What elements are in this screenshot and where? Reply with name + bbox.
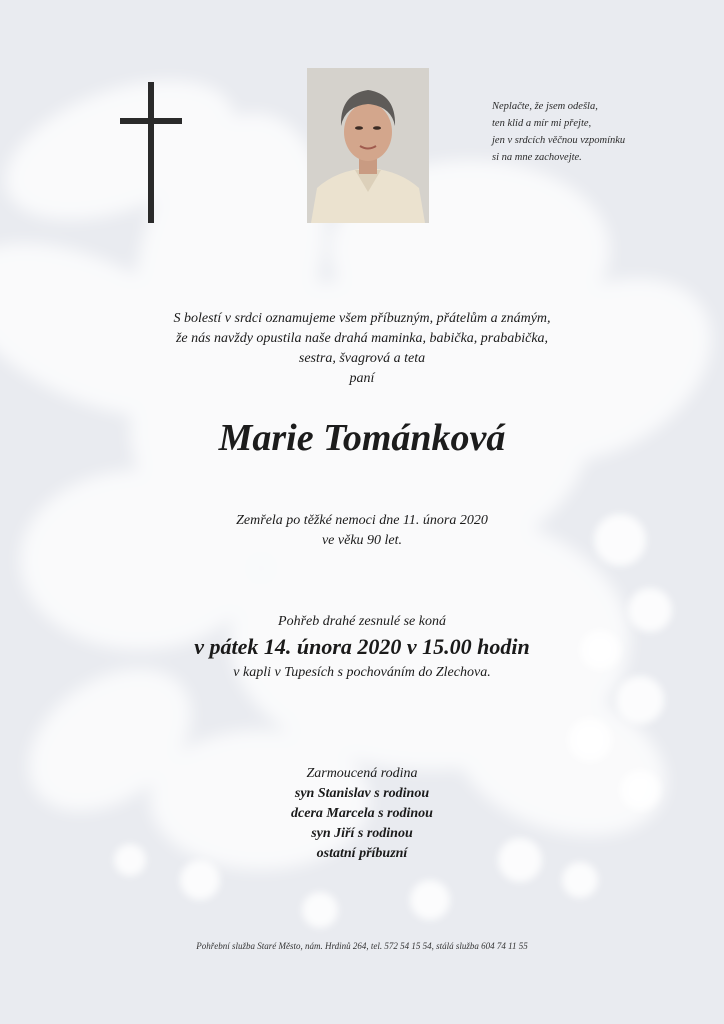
funeral-intro: Pohřeb drahé zesnulé se koná xyxy=(278,614,446,629)
poem-line: si na mne zachovejte. xyxy=(492,152,582,163)
family-member: syn Stanislav s rodinou xyxy=(294,786,430,801)
death-info xyxy=(0,511,724,551)
portrait-photo xyxy=(307,68,429,223)
family-member: ostatní příbuzní xyxy=(316,846,408,861)
funeral-place: v kapli v Tupesích s pochováním do Zlechova. xyxy=(233,665,491,680)
intro-line: sestra, švagrová a teta xyxy=(298,351,426,366)
intro-line: paní xyxy=(349,371,375,386)
cross-icon xyxy=(118,80,184,225)
poem-line: jen v srdcích věčnou vzpomínku xyxy=(492,135,626,146)
family-member: syn Jiří s rodinou xyxy=(311,826,413,841)
announcement-intro xyxy=(0,309,724,389)
family-heading: Zarmoucená rodina xyxy=(306,766,418,781)
funeral-service-footer: Pohřební služba Staré Město, nám. Hrdinů 264, tel. 572 54 15 54, stálá služba 604 74 11 55 xyxy=(196,941,528,951)
intro-line: že nás navždy opustila naše drahá maminka, babička, prababička, xyxy=(175,331,549,346)
poem-line: ten klid a mír mi přejte, xyxy=(492,118,592,129)
family-member: dcera Marcela s rodinou xyxy=(291,806,433,821)
death-line: ve věku 90 let. xyxy=(321,533,403,548)
intro-line: S bolestí v srdci oznamujeme všem příbuzným, přátelům a známým, xyxy=(173,311,551,326)
deceased-name: Marie Tománková xyxy=(218,417,506,459)
memorial-poem xyxy=(492,98,682,166)
death-line: Zemřela po těžké nemoci dne 11. února 2020 xyxy=(236,513,488,528)
poem-line: Neplačte, že jsem odešla, xyxy=(492,101,598,112)
mourning-family xyxy=(0,764,724,864)
funeral-date: v pátek 14. února 2020 v 15.00 hodin xyxy=(194,634,530,659)
